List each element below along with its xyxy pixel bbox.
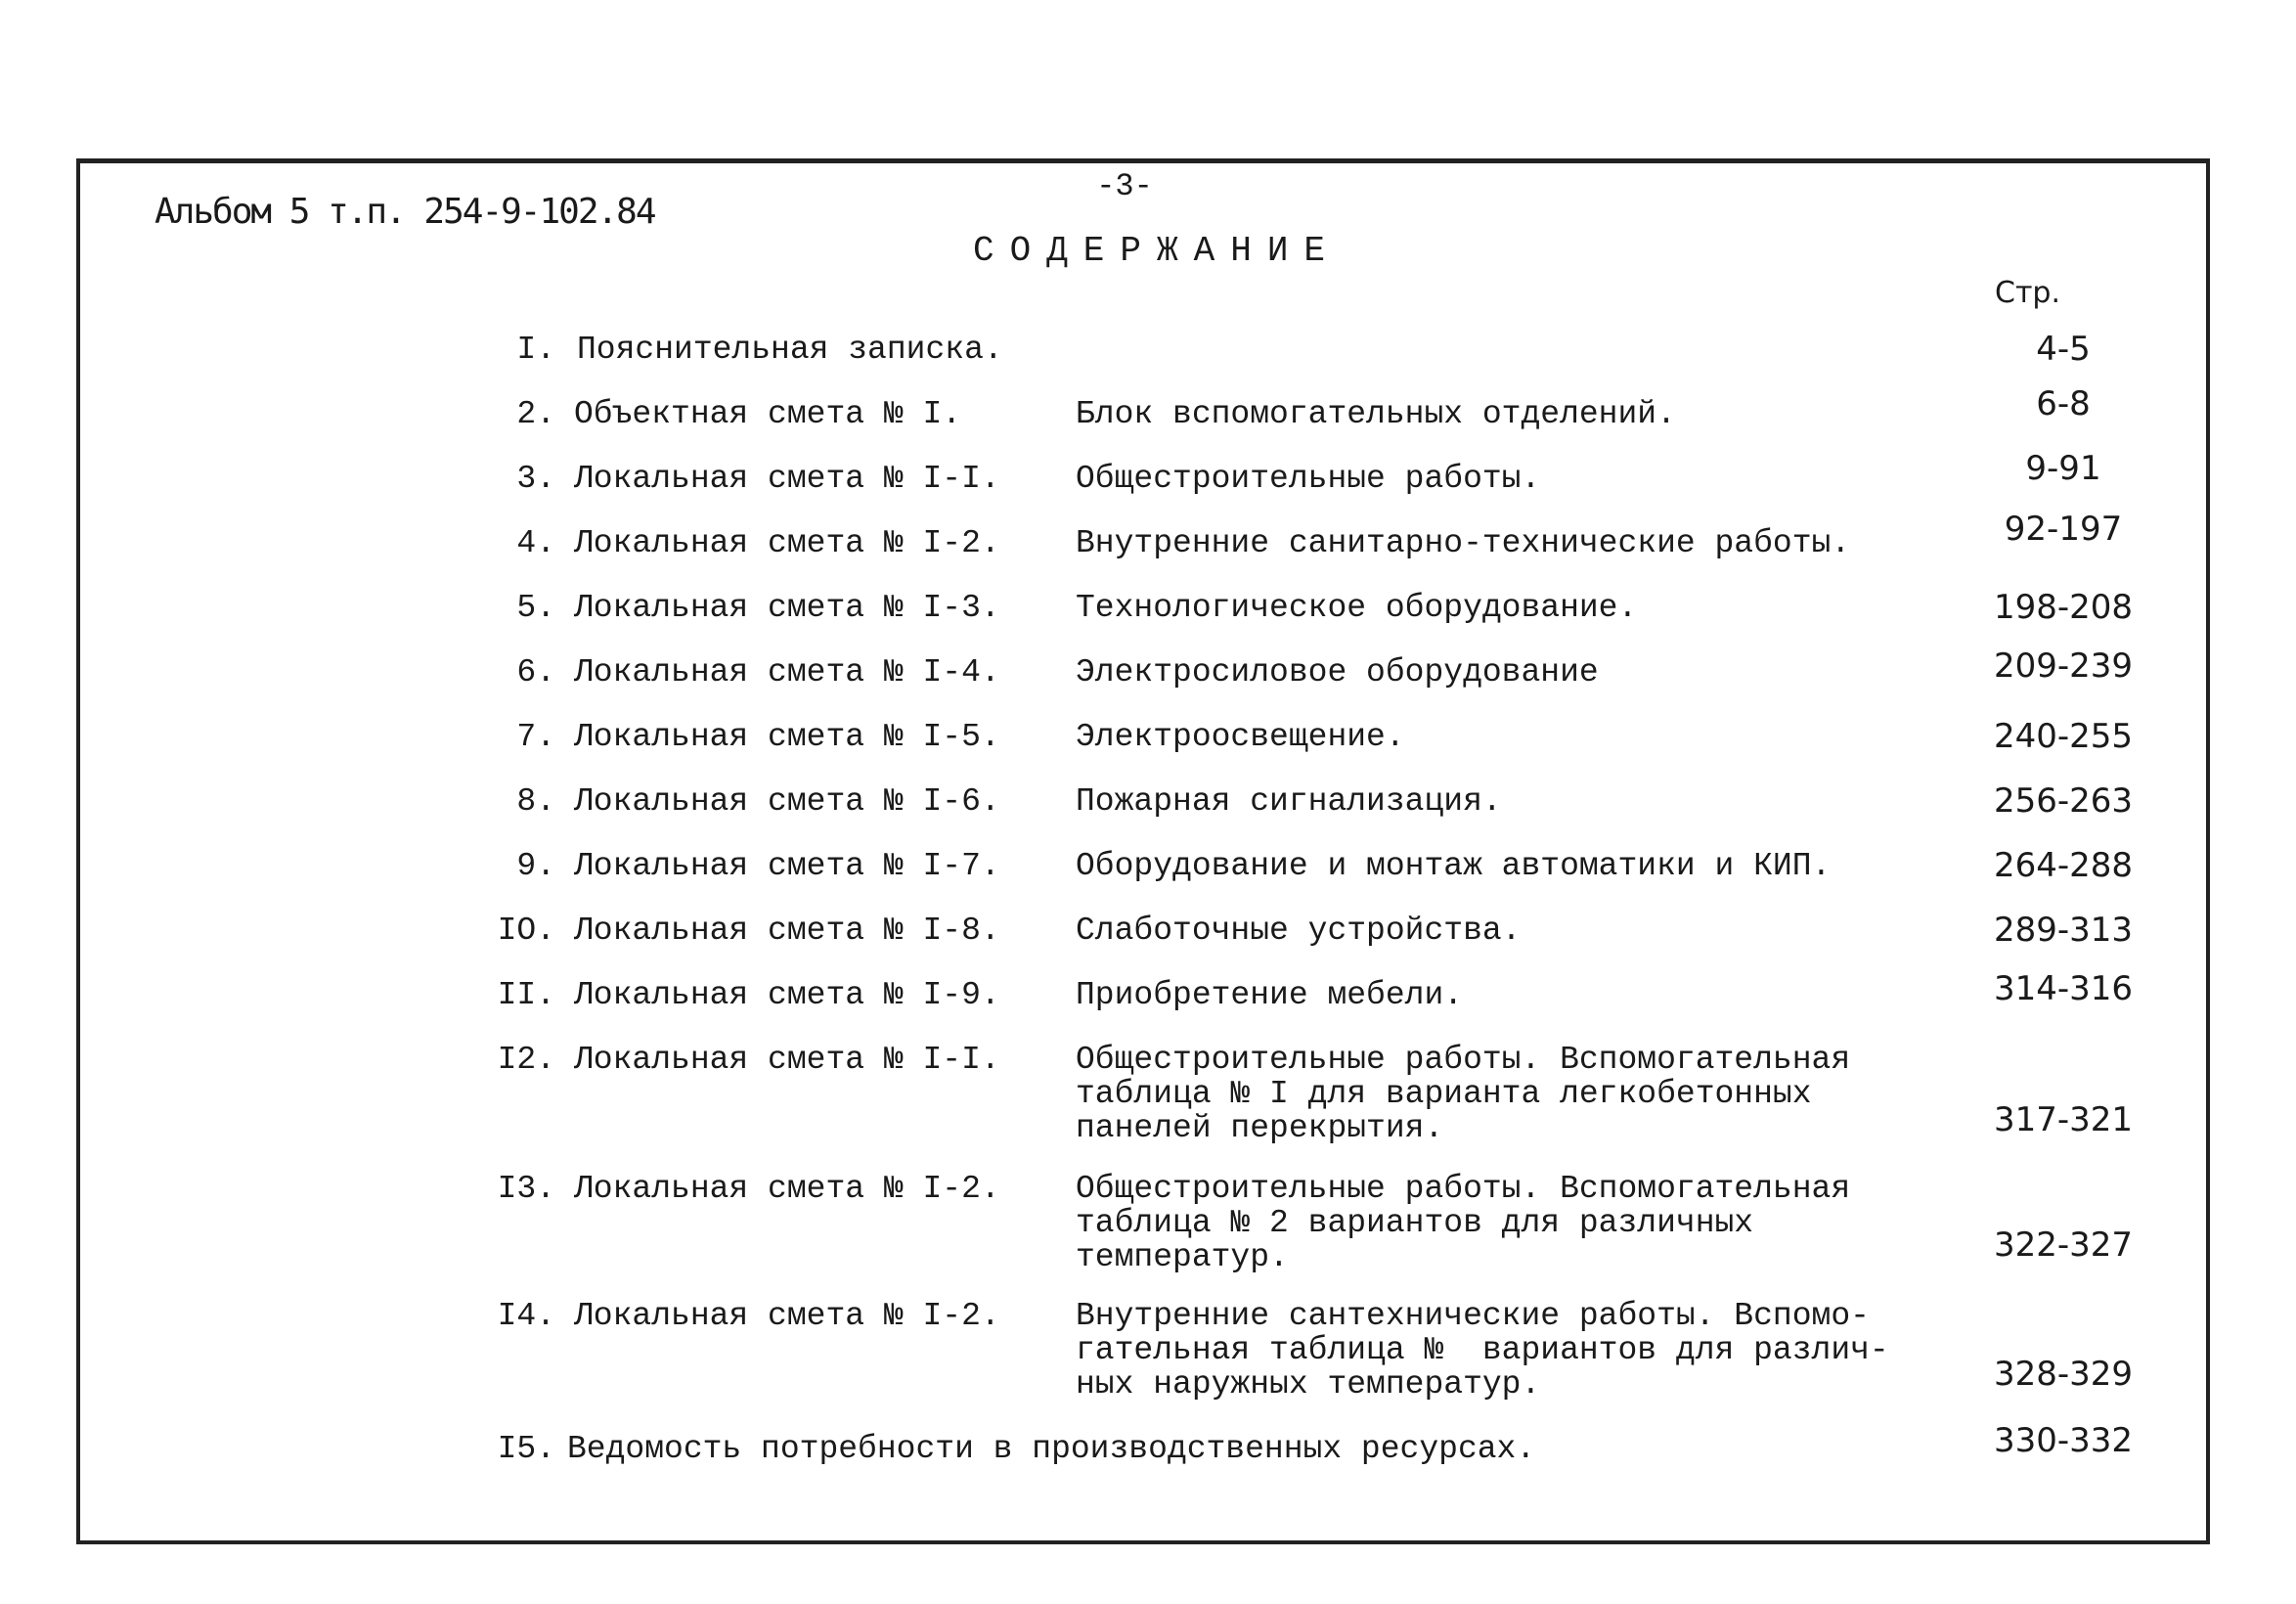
item-number: 4. [516,525,555,561]
item-name: Локальная смета № I-9. [574,977,1000,1013]
item-name: Локальная смета № I-8. [574,913,1000,949]
item-pages: 209-239 [1993,646,2134,686]
item-pages: 289-313 [1993,911,2134,950]
item-name: Локальная смета № I-3. [574,590,1000,626]
item-pages: 256-263 [1993,781,2134,821]
item-pages: 92-197 [2004,510,2123,549]
item-description: Технологическое оборудование. [1076,590,1638,626]
item-pages: 328-329 [1993,1355,2134,1394]
item-description: Слаботочные устройства. [1076,913,1522,949]
item-number: 8. [516,783,555,820]
item-name: Локальная смета № I-2. [574,1171,1000,1207]
item-name: Пояснительная записка. [577,332,1003,368]
item-pages: 198-208 [1993,588,2134,627]
item-name: Локальная смета № I-4. [574,654,1000,691]
item-name: Локальная смета № I-7. [574,848,1000,884]
page-number: -3- [1096,168,1153,204]
item-name: Локальная смета № I-2. [574,1298,1000,1334]
item-pages: 322-327 [1993,1225,2134,1265]
item-number: II. [497,977,555,1013]
item-name: Локальная смета № I-2. [574,525,1000,561]
item-description: Приобретение мебели. [1076,977,1464,1013]
item-number: I5. [497,1431,555,1467]
page-title: СОДЕРЖАНИЕ [973,231,1342,271]
item-name: Локальная смета № I-5. [574,719,1000,755]
album-reference: Альбом 5 т.п. 254-9-102.84 [155,192,655,232]
item-number: 6. [516,654,555,691]
item-description: Общестроительные работы. Вспомогательная таблица № 2 вариантов для различных температур. [1076,1171,1851,1275]
item-number: IO. [497,913,555,949]
item-description: Внутренние санитарно-технические работы. [1076,525,1851,561]
item-pages: 317-321 [1993,1100,2134,1139]
item-name: Локальная смета № I-I. [574,1042,1000,1078]
item-number: 5. [516,590,555,626]
item-number: I2. [497,1042,555,1078]
item-description: Общестроительные работы. Вспомогательная таблица № I для варианта легкобетонных панелей перекрытия. [1076,1042,1851,1146]
item-description: Общестроительные работы. [1076,461,1541,497]
item-pages: 4-5 [2036,330,2091,369]
item-pages: 9-91 [2025,449,2101,488]
item-number: I4. [497,1298,555,1334]
item-number: I3. [497,1171,555,1207]
item-pages: 264-288 [1993,846,2134,885]
item-name: Локальная смета № I-I. [574,461,1000,497]
item-description: Оборудование и монтаж автоматики и КИП. [1076,848,1832,884]
item-description: Внутренние сантехнические работы. Вспомо- гательная таблица № вариантов для различ- ных наружных температур. [1076,1298,1889,1403]
item-description: Электросиловое оборудование [1076,654,1599,691]
item-pages: 330-332 [1993,1421,2134,1460]
item-description: Блок вспомогательных отделений. [1076,396,1676,432]
item-name: Локальная смета № I-6. [574,783,1000,820]
item-number: 3. [516,461,555,497]
pages-column-header: Стр. [1995,276,2061,310]
item-name: Объектная смета № I. [574,396,962,432]
item-number: 7. [516,719,555,755]
item-number: 2. [516,396,555,432]
item-number: I. [516,332,555,368]
item-number: 9. [516,848,555,884]
item-name: Ведомость потребности в производственных ресурсах. [567,1431,1536,1467]
item-pages: 6-8 [2036,384,2091,423]
item-description: Пожарная сигнализация. [1076,783,1502,820]
item-pages: 240-255 [1993,717,2134,756]
item-description: Электроосвещение. [1076,719,1405,755]
item-pages: 314-316 [1993,969,2134,1008]
